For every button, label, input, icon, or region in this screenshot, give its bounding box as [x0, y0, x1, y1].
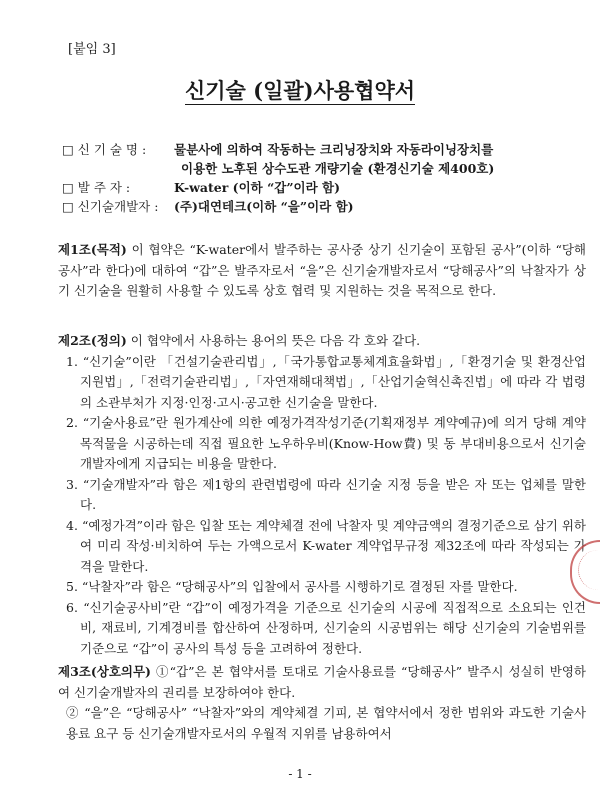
definition-item: 6. “신기술공사비”란 “갑”이 예정가격을 기준으로 신기술의 시공에 직접적으로 소요되는 인건비, 재료비, 기계경비를 합산하여 산정하며, 신기술의 시공범위는 해당 신기술의 기술범위를 기준으로 “갑”이 공사의 특성 등을 고려하여 정한다. [66, 599, 586, 656]
article-1-text: 이 협약은 “K-water에서 발주하는 공사중 상기 신기술이 포함된 공사”(이하 “당해공사”라 한다)에 대하여 “갑”은 발주자로서 “을”은 신기술개발자로서 “당해공사”의 낙찰자가 상기 신기술을 원활히 사용할 수 있도록 상호 협력 및 지원하는 것을 목적으로 한다. [58, 242, 586, 298]
page-number: - 1 - [288, 767, 312, 781]
orderer-label: □ 발 주 자 : [62, 180, 131, 195]
tech-name-value-line2: 이용한 노후된 상수도관 개량기술 (환경신기술 제400호) [181, 161, 495, 176]
info-developer [62, 197, 582, 216]
tech-name-value-line1: 물분사에 의하여 작동하는 크리닝장치와 자동라이닝장치를 [174, 142, 494, 157]
article-3-heading: 제3조(상호의무) [58, 664, 151, 679]
article-2-heading: 제2조(정의) [58, 333, 127, 348]
definition-item: 3. “기술개발자”라 함은 제1항의 관련법령에 따라 신기술 지정 등을 받은 자 또는 업체를 말한다. [66, 476, 586, 512]
definition-item: 5. “낙찰자”라 함은 “당해공사”의 입찰에서 공사를 시행하기로 결정된 자를 말한다. [66, 579, 518, 594]
info-orderer [62, 178, 582, 197]
article-2 [58, 331, 586, 659]
info-block [62, 140, 582, 216]
article-2-intro: 이 협약에서 사용하는 용어의 뜻은 다음 각 호와 같다. [126, 333, 421, 348]
article-2-intro-paragraph [58, 331, 586, 352]
definition-item: 4. “예정가격”이라 함은 입찰 또는 계약체결 전에 낙찰자 및 계약금액의 결정기준으로 삼기 위하여 미리 작성·비치하여 두는 가액으로서 K-water 계약업무규정 제32조에 따라 작성되는 가격을 말한다. [66, 517, 586, 574]
attachment-label: [붙임 3] [68, 42, 116, 57]
definition-item: 2. “기술사용료”란 원가계산에 의한 예정가격작성기준(기획재정부 계약예규)에 의거 당해 계약목적물을 시공하는데 직접 필요한 노우하우비(Know-How費) 및 동 부대비용으로서 신기술개발자에게 지급되는 비용을 말한다. [66, 415, 586, 471]
document-title [0, 75, 600, 105]
article-3-paragraph-2: ② “을”은 “당해공사” “낙찰자”와의 계약체결 기피, 본 협약서에서 정한 범위와 과도한 기술사용료 요구 등 신기술개발자로서의 우월적 지위를 남용하여서 [66, 705, 586, 741]
developer-value: (주)대연테크(이하 “을”이라 함) [174, 199, 354, 214]
article-1-heading: 제1조(목적) [58, 242, 127, 257]
article-3-text-1: ①“갑”은 본 협약서를 토대로 기술사용료를 “당해공사” 발주시 성실히 반영하여 신기술개발자의 권리를 보장하여야 한다. [58, 664, 586, 700]
orderer-value: K-water (이하 “갑”이라 함) [174, 180, 341, 195]
article-3 [58, 662, 586, 744]
definition-item: 1. “신기술”이란 「건설기술관리법」,「국가통합교통체계효율화법」,「환경기술 및 환경산업지원법」,「전력기술관리법」,「자연재해대책법」,「산업기술혁신촉진법」에 따라 각 법령의 소관부처가 지정·인정·고시·공고한 신기술을 말한다. [66, 353, 586, 410]
article-1 [58, 240, 586, 302]
article-1-paragraph [58, 240, 586, 302]
tech-name-label: □ 신 기 술 명 : [62, 142, 147, 157]
developer-label: □ 신기술개발자 : [62, 199, 159, 214]
document-title-text: 신기술 (일괄)사용협약서 [184, 78, 416, 103]
info-tech-name [62, 140, 582, 159]
article-3-paragraph-1 [58, 662, 586, 703]
